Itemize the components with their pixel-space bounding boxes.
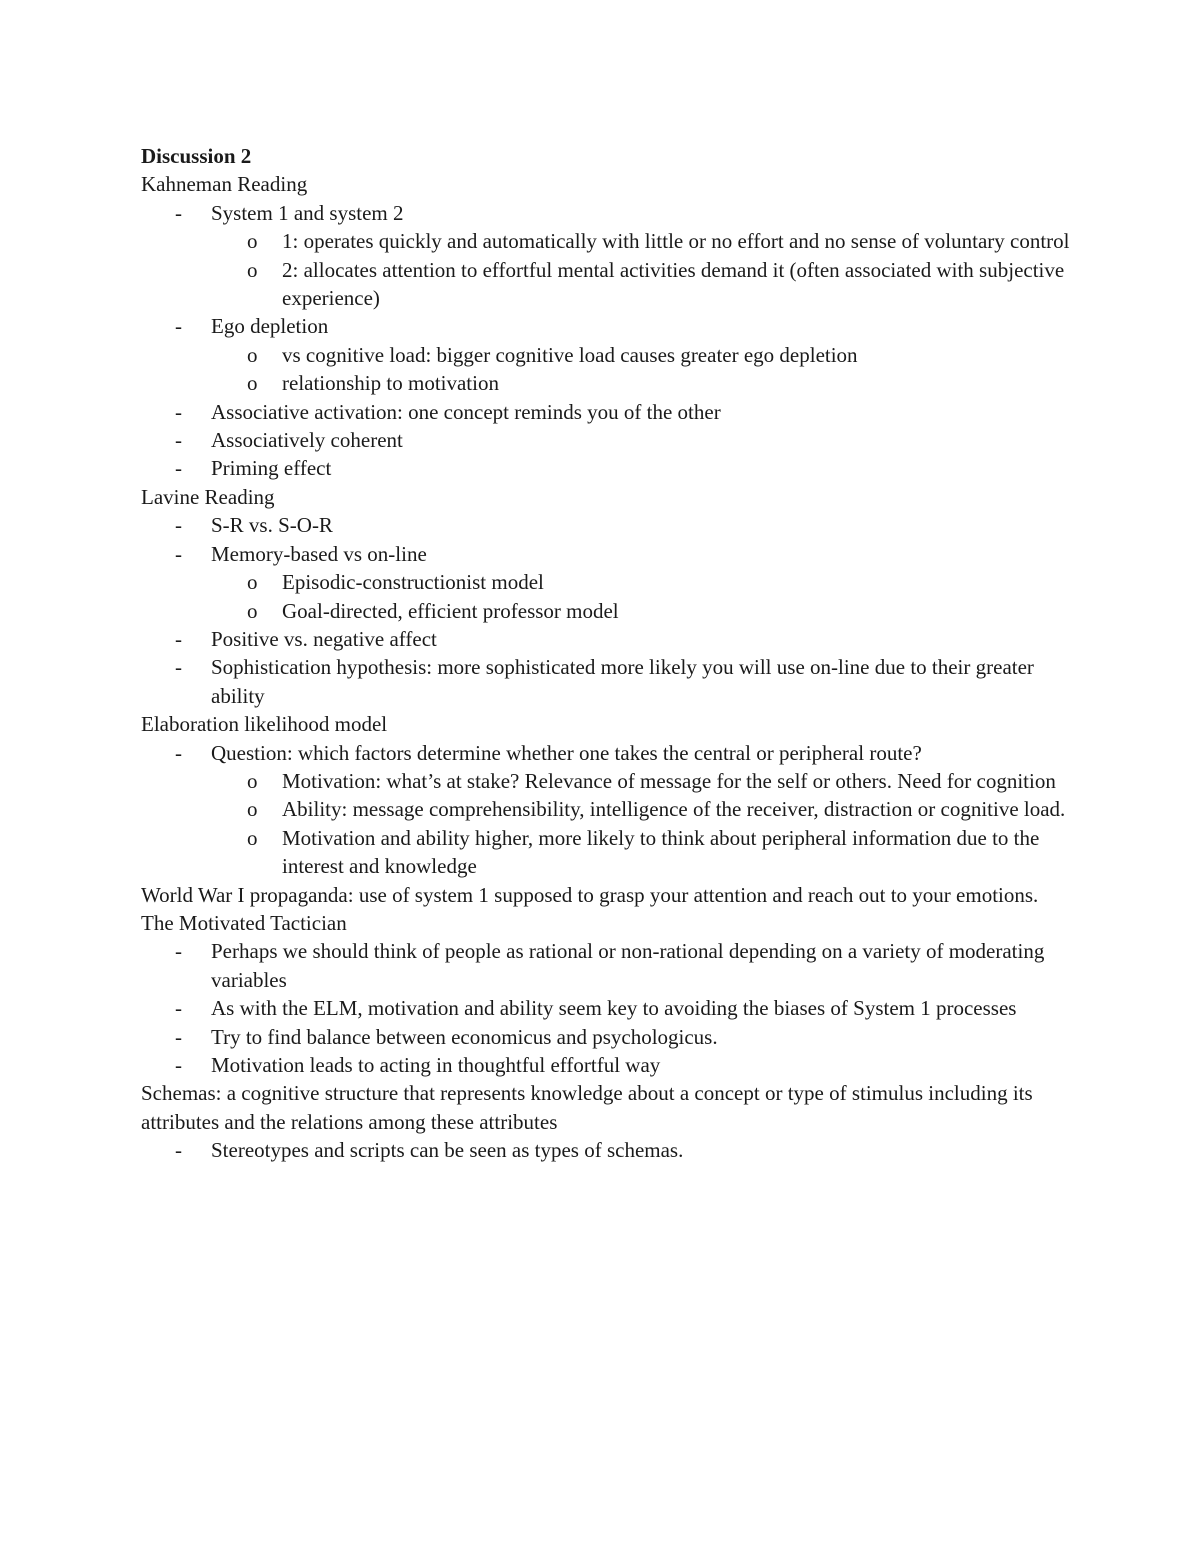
- list-item: [141, 1136, 1071, 1164]
- list-item-text: vs cognitive load: bigger cognitive load causes greater ego depletion: [282, 342, 858, 367]
- list-item: [141, 937, 1071, 994]
- section-heading: World War I propaganda: use of system 1 supposed to grasp your attention and reach out to your emotions.: [141, 882, 1039, 907]
- list-item-text: S-R vs. S-O-R: [211, 513, 333, 538]
- list-item-text: Perhaps we should think of people as rational or non-rational depending on a variety of moderating variables: [211, 939, 1045, 992]
- sub-list-item: [141, 341, 1071, 369]
- dash-bullet-marker: -: [175, 1024, 182, 1049]
- list-item-text: 1: operates quickly and automatically with little or no effort and no sense of voluntary control: [282, 229, 1070, 254]
- list-item-text: Stereotypes and scripts can be seen as types of schemas.: [211, 1138, 684, 1163]
- dash-bullet-marker: -: [175, 996, 182, 1021]
- list-item-text: Ability: message comprehensibility, intelligence of the receiver, distraction or cognitive load.: [282, 797, 1066, 822]
- document-title: Discussion 2: [141, 144, 252, 168]
- dash-bullet-marker: -: [175, 541, 182, 566]
- circle-bullet-marker: o: [247, 825, 258, 850]
- list-item: [141, 1023, 1071, 1051]
- section-heading: Lavine Reading: [141, 484, 275, 509]
- circle-bullet-marker: o: [247, 797, 258, 822]
- list-item-text: Memory-based vs on-line: [211, 541, 427, 566]
- sub-list-item: [141, 597, 1071, 625]
- list-item: [141, 1051, 1071, 1079]
- sub-list-item: [141, 767, 1071, 795]
- dash-bullet-marker: -: [175, 314, 182, 339]
- list-item-text: relationship to motivation: [282, 371, 499, 396]
- dash-bullet-marker: -: [175, 939, 182, 964]
- list-item: [141, 739, 1071, 767]
- sub-list-item: [141, 568, 1071, 596]
- list-item-text: 2: allocates attention to effortful mental activities demand it (often associated with subjective experience): [282, 257, 1065, 311]
- list-item-text: Positive vs. negative affect: [211, 626, 437, 651]
- dash-bullet-marker: -: [175, 1053, 182, 1077]
- dash-bullet-marker: -: [175, 200, 182, 225]
- list-item: [141, 511, 1071, 539]
- list-item-text: Priming effect: [211, 456, 332, 481]
- dash-bullet-marker: -: [175, 1138, 182, 1163]
- dash-bullet-marker: -: [175, 513, 182, 538]
- list-item: [141, 625, 1071, 653]
- list-item-text: Ego depletion: [211, 314, 329, 339]
- document-body: [141, 170, 1071, 1164]
- list-item-text: Sophistication hypothesis: more sophisticated more likely you will use on-line due to their greater ability: [211, 655, 1034, 708]
- list-item-text: As with the ELM, motivation and ability seem key to avoiding the biases of System 1 processes: [211, 996, 1017, 1021]
- list-item-text: System 1 and system 2: [211, 200, 404, 225]
- dash-bullet-marker: -: [175, 740, 182, 765]
- circle-bullet-marker: o: [247, 229, 258, 254]
- list-item: [141, 426, 1071, 454]
- section-heading: Elaboration likelihood model: [141, 712, 388, 737]
- list-item: [141, 312, 1071, 340]
- list-item-text: Associatively coherent: [211, 428, 403, 453]
- dash-bullet-marker: -: [175, 456, 182, 481]
- document-page: [141, 142, 1071, 1165]
- list-item-text: Try to find balance between economicus and psychologicus.: [211, 1024, 718, 1049]
- list-item: [141, 653, 1071, 710]
- dash-bullet-marker: -: [175, 655, 182, 680]
- list-item: [141, 199, 1071, 227]
- list-item-text: Associative activation: one concept reminds you of the other: [211, 399, 721, 424]
- circle-bullet-marker: o: [247, 570, 258, 595]
- section-heading: The Motivated Tactician: [141, 910, 347, 935]
- list-item: [141, 540, 1071, 568]
- list-item-text: Motivation and ability higher, more likely to think about peripheral information due to the interest and knowledge: [282, 825, 1040, 879]
- list-item: [141, 454, 1071, 482]
- list-item-text: Question: which factors determine whether one takes the central or peripheral route?: [211, 740, 922, 765]
- circle-bullet-marker: o: [247, 371, 258, 396]
- list-item-text: Motivation leads to acting in thoughtful effortful way: [211, 1053, 661, 1077]
- sub-list-item: [141, 369, 1071, 397]
- section-heading: Kahneman Reading: [141, 172, 308, 197]
- dash-bullet-marker: -: [175, 626, 182, 651]
- sub-list-item: [141, 795, 1071, 823]
- sub-list-item: [141, 824, 1071, 881]
- dash-bullet-marker: -: [175, 399, 182, 424]
- section-heading: Schemas: a cognitive structure that represents knowledge about a concept or type of stimulus including its attributes and the relations among these attributes: [141, 1081, 1033, 1134]
- list-item-text: Episodic-constructionist model: [282, 570, 544, 595]
- sub-list-item: [141, 256, 1071, 313]
- list-item: [141, 994, 1071, 1022]
- circle-bullet-marker: o: [247, 768, 258, 793]
- sub-list-item: [141, 227, 1071, 255]
- list-item-text: Motivation: what’s at stake? Relevance of message for the self or others. Need for cognition: [282, 768, 1056, 793]
- circle-bullet-marker: o: [247, 598, 258, 623]
- circle-bullet-marker: o: [247, 257, 258, 282]
- list-item: [141, 398, 1071, 426]
- dash-bullet-marker: -: [175, 428, 182, 453]
- circle-bullet-marker: o: [247, 342, 258, 367]
- list-item-text: Goal-directed, efficient professor model: [282, 598, 619, 623]
